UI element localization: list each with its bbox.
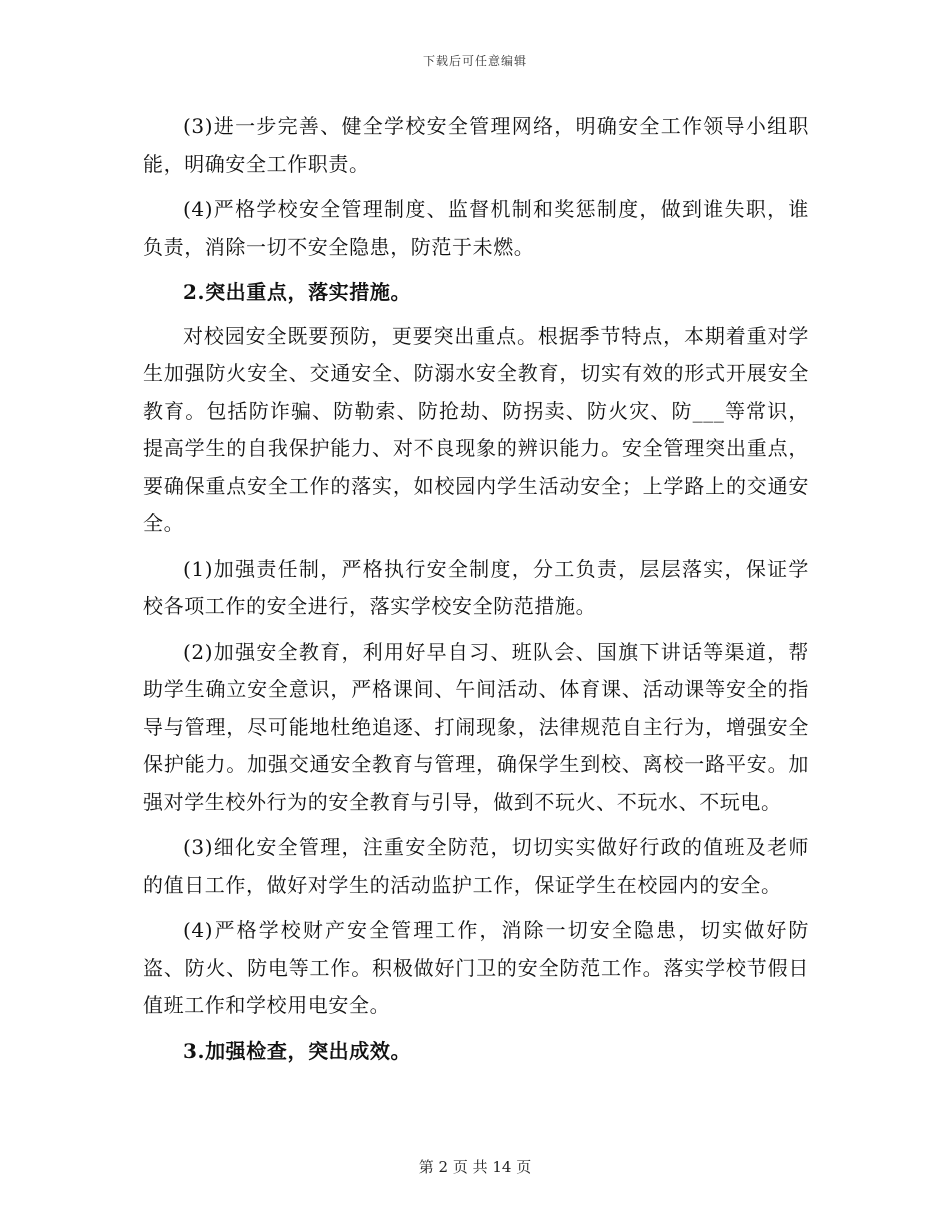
paragraph-measure-4: (4)严格学校财产安全管理工作，消除一切安全隐患，切实做好防盗、防火、防电等工作。积极做好门卫的安全防范工作。落实学校节假日值班工作和学校用电安全。: [143, 918, 809, 1017]
paragraph-measure-2: (2)加强安全教育，利用好早自习、班队会、国旗下讲话等渠道，帮助学生确立安全意识，严格课间、午间活动、体育课、活动课等安全的指导与管理，尽可能地杜绝追逐、打闹现象，法律规范自主行为，增强安全保护能力。加强交通安全教育与管理，确保学生到校、离校一路平安。加强对学生校外行为的安全教育与引导，做到不玩火、不玩水、不玩电。: [143, 639, 809, 814]
section-heading-3: 3.加强检查，突出成效。: [183, 1038, 412, 1063]
paragraph-item-4: (4)严格学校安全管理制度、监督机制和奖惩制度，做到谁失职，谁负责，消除一切不安全隐患，防范于未燃。: [143, 197, 809, 259]
section-heading-2: 2.突出重点，落实措施。: [183, 280, 412, 304]
paragraph-measure-3: (3)细化安全管理，注重安全防范，切切实实做好行政的值班及老师的值日工作，做好对学生的活动监护工作，保证学生在校园内的安全。: [143, 835, 809, 897]
page-header: 下载后可任意编辑: [422, 54, 527, 68]
document-body: [143, 108, 809, 1076]
page-number: 第 2 页 共 14 页: [418, 1158, 532, 1176]
paragraph-item-3: (3)进一步完善、健全学校安全管理网络，明确安全工作领导小组职能，明确安全工作职责。: [143, 114, 809, 176]
paragraph-measure-1: (1)加强责任制，严格执行安全制度，分工负责，层层落实，保证学校各项工作的安全进行，落实学校安全防范措施。: [143, 556, 809, 618]
paragraph-intro: 对校园安全既要预防，更要突出重点。根据季节特点，本期着重对学生加强防火安全、交通安全、防溺水安全教育，切实有效的形式开展安全教育。包括防诈骗、防勒索、防抢劫、防拐卖、防火灾、防___等常识，提高学生的自我保护能力、对不良现象的辨识能力。安全管理突出重点，要确保重点安全工作的落实，如校园内学生活动安全；上学路上的交通安全。: [143, 323, 809, 535]
